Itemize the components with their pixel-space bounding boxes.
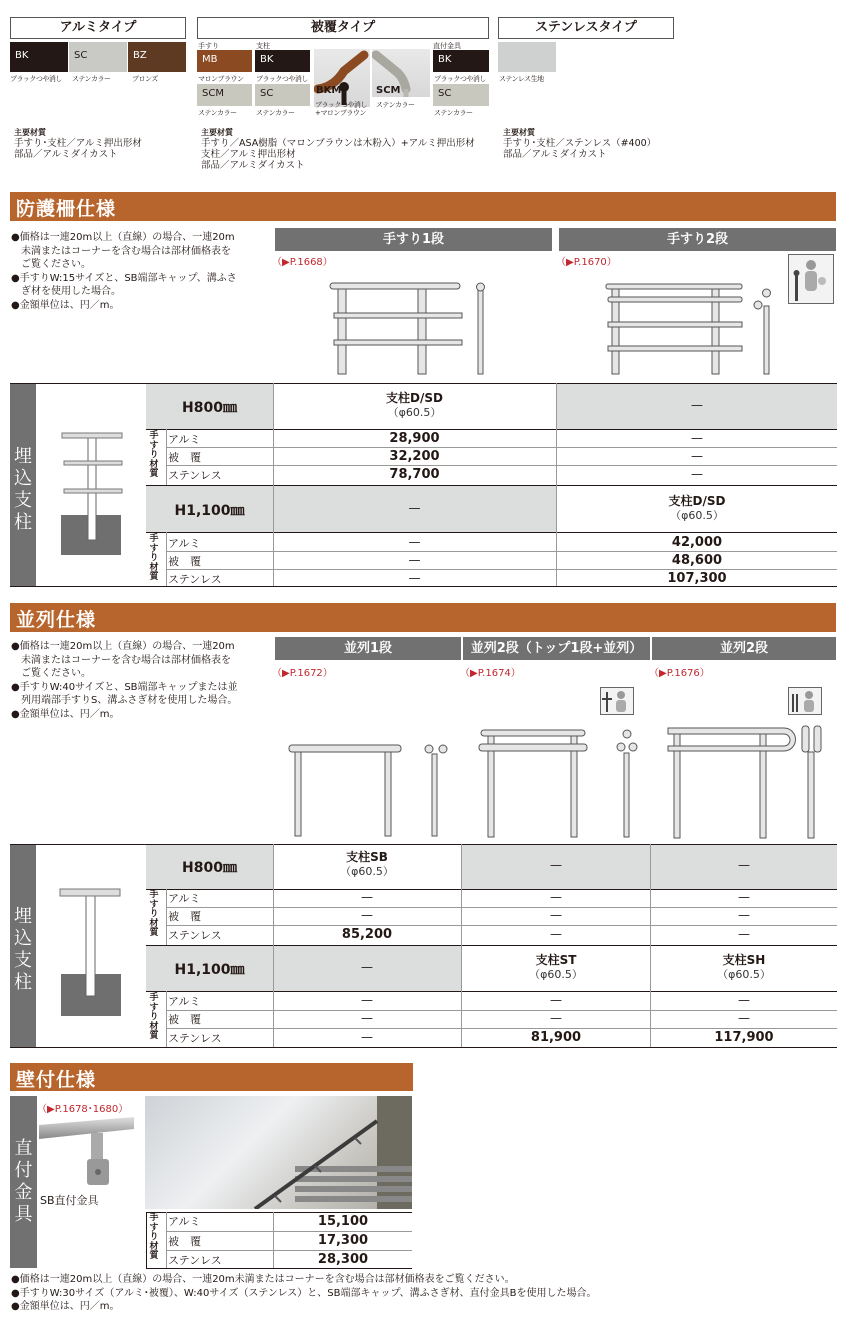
empty-dash: — [691, 398, 703, 412]
row-label: 被 覆 [168, 555, 201, 568]
empty-dash: — [738, 858, 750, 872]
row-label: アルミ [168, 1215, 201, 1228]
photo-label-bkm: BKM [316, 85, 342, 96]
empty-dash: — [738, 993, 750, 1007]
side-label-umekomi: 埋 込 支 柱 [14, 906, 32, 993]
page-ref: （▶P.1678･1680） [37, 1104, 129, 1115]
empty-dash: — [550, 1011, 562, 1025]
hifuku-type-header: 被覆タイプ [197, 17, 489, 39]
fence-illustration-heiretsu2top [473, 725, 643, 840]
empty-dash: — [691, 449, 703, 463]
side-label-jikatsuke: 直 付 金 具 [14, 1138, 33, 1225]
empty-dash: — [408, 553, 421, 567]
fence-illustration-heiretsu1 [285, 738, 455, 838]
photo-caption: ステンカラー [376, 101, 415, 109]
spec-post: 支柱ST （φ60.5） [529, 953, 583, 981]
material-vertical-label: 手 す り 材 質 [149, 431, 159, 479]
swatch-scm: SCM [197, 84, 252, 106]
empty-dash: — [361, 890, 373, 904]
materials-title: 主要材質 [201, 128, 233, 137]
material-line: 手すり･支柱／アルミ押出形材 [14, 138, 142, 149]
swatch-bk: BK [433, 50, 489, 72]
hifuku-materials [201, 127, 475, 171]
col-header-heiretsu1: 並列1段 [275, 637, 461, 660]
swatch-caption: ブラックつや消し [10, 75, 62, 83]
stair-photo [145, 1096, 412, 1209]
swatch-caption: ブロンズ [132, 75, 158, 83]
accessibility-icon [788, 254, 834, 304]
row-label: ステンレス [168, 573, 222, 586]
row-label: アルミ [168, 995, 201, 1008]
swatch-caption: ブラックつや消し [434, 75, 486, 83]
empty-dash: — [361, 1011, 373, 1025]
section-title-kabe: 壁付仕様 [10, 1063, 413, 1091]
page-ref: （▶P.1670） [556, 257, 617, 268]
price: 17,300 [317, 1233, 369, 1248]
material-vertical-label: 手 す り 材 質 [149, 1213, 159, 1261]
row-label: アルミ [168, 892, 201, 905]
price: 28,300 [317, 1252, 369, 1267]
price: 117,900 [714, 1030, 774, 1045]
side-label-umekomi: 埋 込 支 柱 [14, 446, 32, 533]
swatch-sc: SC [433, 84, 489, 106]
material-vertical-label: 手 す り 材 質 [149, 890, 159, 938]
swatch-bk: BK [255, 50, 310, 72]
empty-dash: — [738, 908, 750, 922]
row-label: アルミ [168, 537, 201, 550]
empty-dash: — [361, 908, 373, 922]
empty-dash: — [550, 858, 562, 872]
swatch-stainless [498, 42, 556, 72]
label-shichu: 支柱 [256, 42, 270, 50]
swatch-caption: ステンカラー [72, 75, 111, 83]
page-ref: （▶P.1676） [649, 668, 710, 679]
stainless-materials [503, 127, 656, 160]
section-title-heiretsu: 並列仕様 [10, 603, 836, 632]
row-label: ステンレス [168, 929, 222, 942]
page-ref: （▶P.1672） [272, 668, 333, 679]
photo-caption: +マロンブラウン [315, 109, 366, 117]
empty-dash: — [738, 1011, 750, 1025]
empty-dash: — [738, 927, 750, 941]
row-label: ステンレス [168, 469, 222, 482]
post-diagram [36, 383, 146, 586]
height-label-h800: H800㎜ [182, 860, 237, 876]
label-kanagu: 直付金具 [433, 42, 461, 50]
material-line: 部品／アルミダイカスト [14, 149, 118, 160]
fence-illustration-1dan [320, 278, 500, 378]
swatch-caption: ステンカラー [434, 109, 473, 117]
swatch-bk: BK [10, 42, 68, 72]
bougo-notes: ●価格は一連20m以上（直線）の場合、一連20m 未満またはコーナーを含む場合は部材価格表を ご覧ください。 ●手すりW:15サイズと、SB端部キャップ、溝ふさ ぎ材を使用した場合。 ●金額単位は、円／m。 [11, 232, 237, 311]
row-label: 被 覆 [168, 1235, 201, 1248]
spec-post: 支柱D/SD （φ60.5） [386, 391, 443, 419]
row-label: ステンレス [168, 1032, 222, 1045]
swatch-mb: MB [197, 50, 252, 72]
material-vertical-label: 手 す り 材 質 [149, 534, 159, 582]
label-tesuri: 手すり [198, 42, 219, 50]
spec-post: 支柱SB （φ60.5） [340, 850, 394, 878]
photo-caption: ブラックつや消し [315, 101, 367, 109]
price: 15,100 [317, 1214, 369, 1229]
swatch-caption: ステンレス生地 [499, 75, 544, 83]
height-label-h800: H800㎜ [182, 400, 237, 416]
accessibility-icon [788, 687, 822, 715]
swatch-caption: ブラックつや消し [256, 75, 308, 83]
spec-post: 支柱D/SD （φ60.5） [668, 494, 726, 522]
swatch-sc: SC [255, 84, 310, 106]
material-line: 部品／アルミダイカスト [201, 160, 305, 171]
empty-dash: — [550, 908, 562, 922]
swatch-caption: ステンカラー [256, 109, 295, 117]
section-title-bougo: 防護柵仕様 [10, 192, 836, 221]
photo-label-scm: SCM [376, 85, 401, 96]
empty-dash: — [550, 927, 562, 941]
empty-dash: — [550, 993, 562, 1007]
materials-title: 主要材質 [503, 128, 535, 137]
spec-post: 支柱SH （φ60.5） [717, 953, 771, 981]
price: 85,200 [341, 927, 393, 942]
empty-dash: — [691, 431, 703, 445]
alumi-materials [14, 127, 142, 160]
handrail-photo-bkm [314, 49, 370, 107]
row-label: 被 覆 [168, 451, 201, 464]
price: 42,000 [671, 535, 723, 550]
col-header-heiretsu2top: 並列2段（トップ1段+並列） [463, 637, 650, 660]
accessibility-icon [600, 687, 634, 715]
col-header-heiretsu2: 並列2段 [652, 637, 836, 660]
row-label: アルミ [168, 433, 201, 446]
price: 28,900 [389, 431, 440, 446]
swatch-sc: SC [69, 42, 127, 72]
empty-dash: — [361, 960, 373, 974]
empty-dash: — [550, 890, 562, 904]
row-label: ステンレス [168, 1254, 222, 1267]
swatch-caption: ステンカラー [198, 109, 237, 117]
empty-dash: — [361, 993, 373, 1007]
bracket-photo [39, 1115, 139, 1190]
material-line: 手すり／ASA樹脂（マロンブラウンは木粉入）+アルミ押出形材 [201, 138, 475, 149]
price: 107,300 [667, 571, 727, 586]
price: 78,700 [389, 467, 440, 482]
fence-illustration-heiretsu2 [662, 718, 837, 840]
swatch-bz: BZ [128, 42, 186, 72]
empty-dash: — [408, 535, 421, 549]
empty-dash: — [361, 1030, 373, 1044]
price: 48,600 [671, 553, 723, 568]
empty-dash: — [408, 571, 421, 585]
page-ref: （▶P.1668） [272, 257, 333, 268]
row-label: 被 覆 [168, 910, 201, 923]
price: 81,900 [530, 1030, 582, 1045]
empty-dash: — [691, 467, 703, 481]
height-label-h1100: H1,100㎜ [174, 962, 245, 978]
material-line: 手すり･支柱／ステンレス（#400） [503, 138, 657, 149]
empty-dash: — [738, 890, 750, 904]
page-ref: （▶P.1674） [460, 668, 521, 679]
col-header-tesuri1: 手すり1段 [275, 228, 552, 251]
height-label-h1100: H1,100㎜ [174, 503, 245, 519]
kabe-notes: ●価格は一連20m以上（直線）の場合、一連20m未満またはコーナーを含む場合は部材価格表をご覧ください。 ●手すりW:30サイズ（アルミ･被覆）、W:40サイズ（ステンレス）と、SB端部キャップ、溝ふさぎ材、直付金具Bを使用した場合。 ●金額単位は、円／m。 [11, 1274, 597, 1312]
bracket-caption: SB直付金具 [40, 1194, 99, 1207]
heiretsu-notes: ●価格は一連20m以上（直線）の場合、一連20m 未満またはコーナーを含む場合は部材価格表を ご覧ください。 ●手すりW:40サイズと、SB端部キャップまたは並 列用端部手すりS、溝ふさぎ材を使用した場合。 ●金額単位は、円／m。 [11, 641, 238, 720]
swatch-caption: マロンブラウン [198, 75, 244, 83]
row-label: 被 覆 [168, 1013, 201, 1026]
fence-illustration-2dan [600, 278, 780, 378]
col-header-tesuri2: 手すり2段 [559, 228, 836, 251]
material-vertical-label: 手 す り 材 質 [149, 993, 159, 1041]
material-line: 部品／アルミダイカスト [503, 149, 607, 160]
empty-dash: — [408, 501, 421, 515]
price: 32,200 [389, 449, 440, 464]
stainless-type-header: ステンレスタイプ [498, 17, 674, 39]
materials-title: 主要材質 [14, 128, 46, 137]
post-diagram [36, 844, 146, 1047]
alumi-type-header: アルミタイプ [10, 17, 186, 39]
material-line: 支柱／アルミ押出形材 [201, 149, 296, 160]
